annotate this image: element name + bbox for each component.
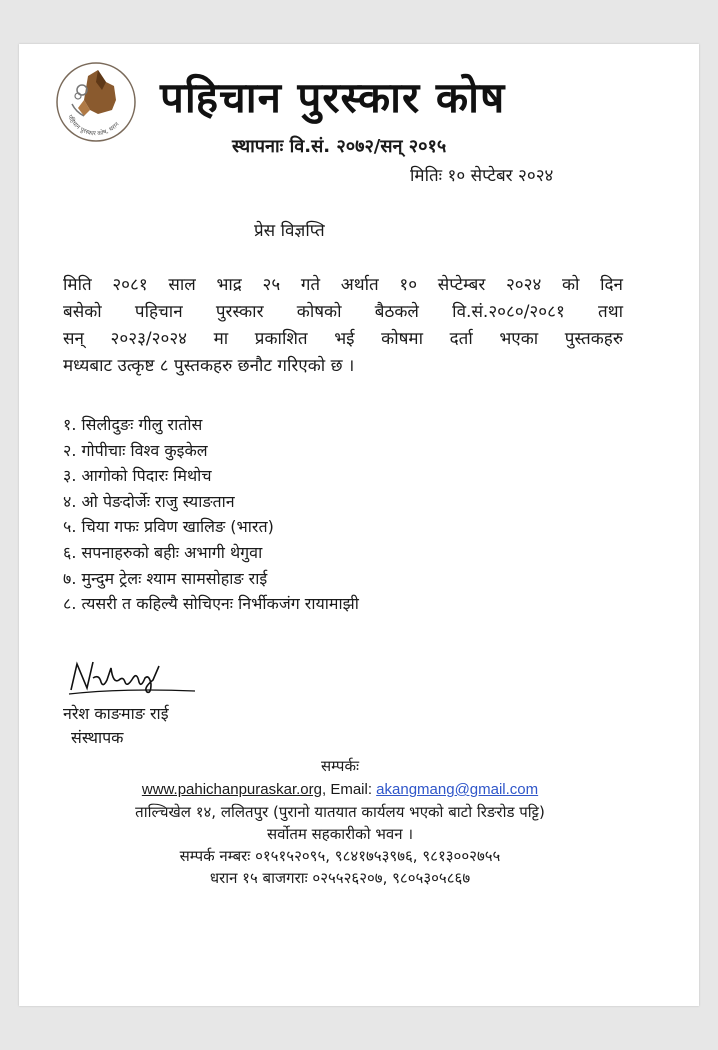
book-item: ३. आगोको पिदारः मिथोच <box>63 466 212 486</box>
contact-heading: सम्पर्कः <box>321 757 359 775</box>
book-item: ५. चिया गफः प्रविण खालिङ (भारत) <box>63 517 274 537</box>
paragraph-line: मध्यबाट उत्कृष्ट ८ पुस्तकहरु छनौट गरिएको छ । <box>63 356 355 376</box>
book-item: ७. मुन्दुम ट्रेलः श्याम सामसोहाङ राई <box>63 568 268 588</box>
paragraph-line: बसेको पहिचान पुरस्कार कोषको बैठकले वि.सं.२०८०/२०८१ तथा <box>63 302 623 322</box>
paragraph-line: मिति २०८१ साल भाद्र २५ गते अर्थात १० सेप्टेम्बर २०२४ को दिन <box>63 275 623 295</box>
organization-logo <box>54 60 138 144</box>
book-item: २. गोपीचाः विश्व कुइकेल <box>63 440 208 460</box>
book-item: १. सिलीदुङः गीलु रातोस <box>63 415 203 434</box>
contact-web-line: www.pahichanpuraskar.org, Email: akangmang@gmail.com <box>141 781 539 798</box>
established-year: स्थापनाः वि.सं. २०७२/सन् २०१५ <box>232 136 447 157</box>
selected-books-list <box>63 412 359 617</box>
email-label: Email: <box>330 781 372 798</box>
email-link[interactable]: akangmang@gmail.com <box>376 781 539 798</box>
office-address: ताल्चिखेल १४, ललितपुर (पुरानो यातयात कार्यलय भएको बाटो रिङरोड पट्टि) <box>135 803 545 821</box>
document-date: मितिः १० सेप्टेबर २०२४ <box>410 166 554 186</box>
book-item: ६. सपनाहरुको बहीः अभागी थेगुवा <box>63 542 263 562</box>
signer-name: नरेश काङमाङ राई <box>63 704 169 723</box>
website-link[interactable]: www.pahichanpuraskar.org <box>141 781 322 798</box>
organization-name: पहिचान पुरस्कार कोष <box>160 73 506 122</box>
press-release-title: प्रेस विज्ञप्ति <box>254 221 325 241</box>
handwritten-signature <box>63 654 213 698</box>
signer-role: संस्थापक <box>71 728 124 747</box>
book-item: ८. त्यसरी त कहिल्यै सोचिएनः निर्भीकजंग रायामाझी <box>63 594 359 614</box>
book-item: ४. ओ पेङदोर्जेः राजु स्याङतान <box>63 491 235 511</box>
dharan-contact: धरान १५ बाजगराः ०२५५२६२०७, ९८०५३०५८६७ <box>209 869 471 887</box>
office-building: सर्वोतम सहकारीको भवन । <box>266 825 414 843</box>
contact-phones: सम्पर्क नम्बरः ०१५१५२०९५, ९८४१७५३९७६, ९८१३००२७५५ <box>179 847 501 865</box>
contact-section <box>60 753 620 889</box>
logo-caption: पहिचान पुरस्कार कोष, धरान <box>66 113 121 138</box>
paragraph-line: सन् २०२३/२०२४ मा प्रकाशित भई कोषमा दर्ता भएका पुस्तकहरु <box>63 329 623 349</box>
announcement-paragraph <box>63 272 623 380</box>
signature-block <box>63 654 263 764</box>
